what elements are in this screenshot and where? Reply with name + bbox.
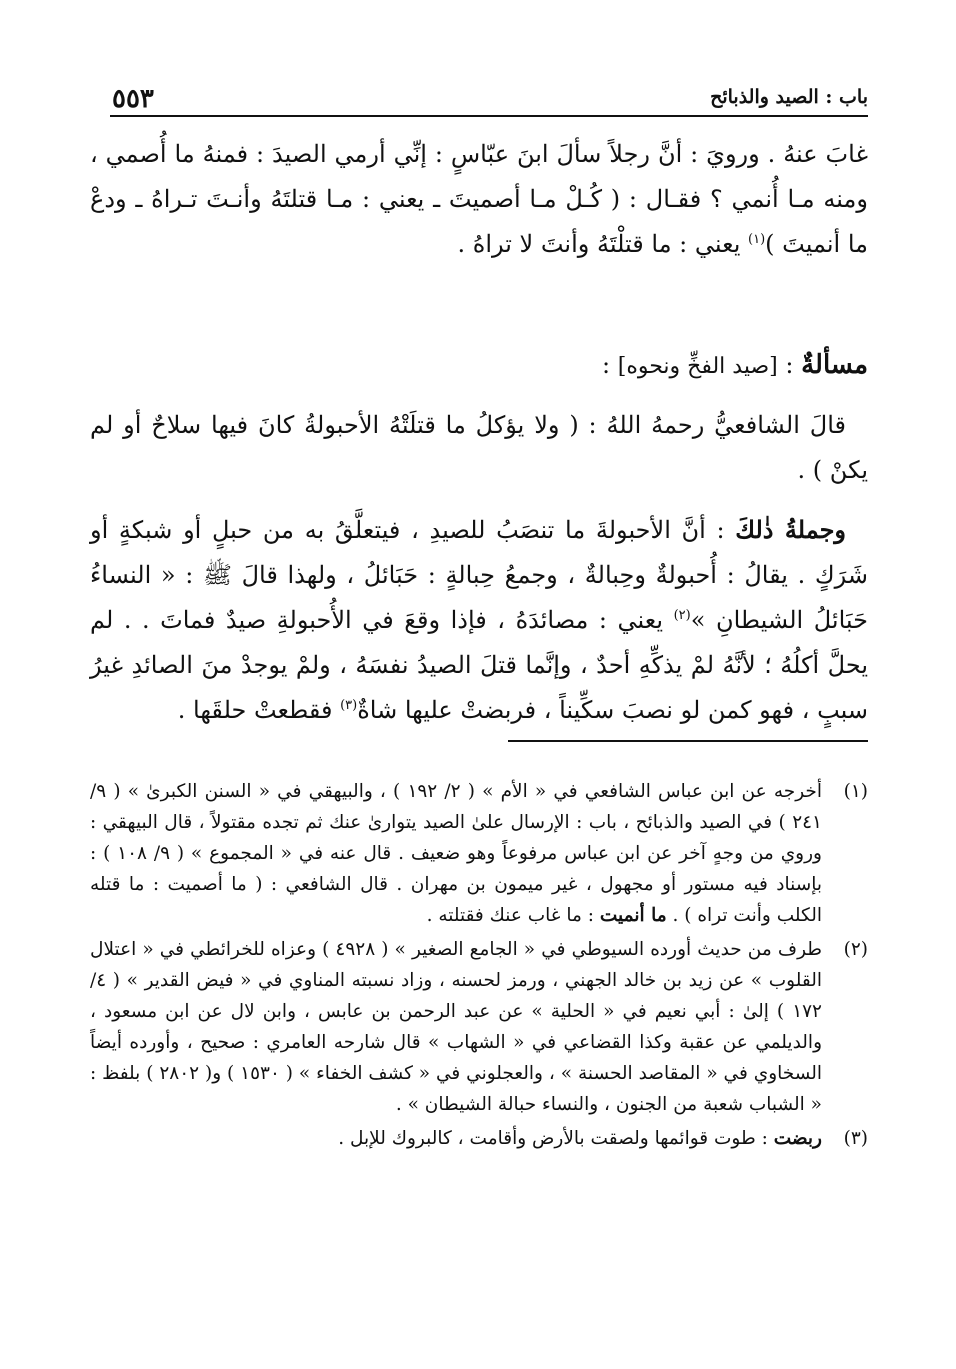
footnote-number: (١)	[843, 781, 868, 802]
shafii-quote: قالَ الشافعيُّ رحمهُ اللهُ : ( ولا يؤكلُ ما قتلَتْهُ الأحبولةُ كانَ فيها سلاحٌ أو لم يكنْ ) .	[90, 411, 868, 484]
footnote-bold-term: ما أنميت	[599, 905, 667, 926]
main-text	[90, 132, 868, 733]
paragraph-text: : أنَّ الأحبولةَ ما تنصَبُ للصيدِ ، فيتعلَّقُ به من حبلٍ أو شبكةٍ أو شَرَكٍ . يقالُ : أُحبولةٌ وحِبالةٌ ، وجمعُ حِبالةٍ : حَبَائلُ ، ولهذا قالَ ﷺ : « النساءُ حَبَائلُ الشيطانِ »	[90, 516, 868, 634]
paragraph-text: يعني : ما قتلْتَهُ وأنتَ لا تراهُ .	[457, 230, 749, 258]
footnote-2	[90, 934, 868, 1120]
running-title: باب : الصيد والذبائح	[710, 86, 868, 108]
footnote-text: طرف من حديث أورده السيوطي في « الجامع الصغير » ( ٤٩٢٨ ) وعزاه للخرائطي في « اعتلال القلوب » عن زيد بن خالد الجهني ، ورمز لحسنه ، وزاد نسبته المناوي في « فيض القدير » ( ٤/ ١٧٢ ) إلىٰ : أبي نعيم في « الحلية » عن عبد الرحمن بن عابس ، وابن لال عن ابن مسعود ، والديلمي عن عقبة وكذا القضاعي في « الشهاب » قال شارحه العامري : صحيح ، وأورده أيضاً السخاوي في « المقاصد الحسنة » ، والعجلوني في « كشف الخفاء » ( ١٥٣٠ ) و( ٢٨٠٢ ) بلفظ : « الشباب شعبة من الجنون ، والنساء حبالة الشيطان » .	[90, 939, 822, 1115]
paragraph-text: غابَ عنهُ . ورويَ : أنَّ رجلاً سألَ ابنَ عبّاسٍ : إنِّي أرمي الصيدَ : فمنهُ ما أُصمي ، ومنه مـا أُنمي ؟ فقـال : ( كُـلْ مـا أصميتَ ـ يعني : مـا قتلتَهُ وأنـتَ تـراهُ ـ ودعْ ما أنميتَ )	[90, 140, 869, 258]
paragraph-text: يعني : مصائدَهُ ، فإذا وقعَ في الأُحبولةِ صيدٌ فماتَ . . لم يحلَّ أكلُهُ ؛ لأنَّهُ لمْ يذكِّهِ أحدٌ ، وإنَّما قتلَ الصيدُ نفسَهُ ، ولمْ يوجدْ منَ الصائدِ غيرُ سببٍ ، فهو كمن لو نصبَ سكِّيناً ، فربضتْ عليها شاةٌ	[90, 606, 868, 724]
footnote-bold-term: ربضت	[773, 1128, 822, 1149]
footnote-text: : طوت قوائمها ولصقت بالأرض وأقامت ، كالبروك للإبل .	[338, 1128, 774, 1149]
footnote-number: (٣)	[843, 1128, 868, 1149]
footnote-text: أخرجه عن ابن عباس الشافعي في « الأم » ( ٢/ ١٩٢ ) ، والبيهقي في « السنن الكبرىٰ » ( ٩/ ٢٤١ ) في الصيد والذبائح ، باب : الإرسال علىٰ الصيد يتوارىٰ عنك ثم تجده مقتولاً ، قال البيهقي : وروي من وجهٍ آخر عن ابن عباس مرفوعاً وهو ضعيف . قال عنه في « المجموع » ( ٩/ ١٠٨ ) : بإسناد فيه مستور أو مجهول ، غير ميمون بن مهران . قال الشافعي : ( ما أصميت : ما قتله الكلب وأنت تراه ) .	[90, 781, 822, 926]
footnote-ref-3[interactable]: (٣)	[340, 698, 358, 713]
footnote-ref-2[interactable]: (٢)	[673, 608, 691, 623]
masala-label: مسألةٌ	[801, 350, 868, 380]
masala-separator: :	[777, 351, 802, 379]
paragraph-lead: وجملةُ ذٰلكَ	[735, 515, 846, 544]
paragraph-jumla	[90, 507, 868, 733]
footnotes	[90, 776, 868, 1157]
masala-heading	[90, 343, 868, 389]
page-header	[112, 84, 868, 124]
paragraph-text: فقطعتْ حلقَها .	[177, 696, 341, 724]
paragraph-ibn-abbas	[90, 132, 868, 267]
footnote-text: : ما غاب عنك فقتلته .	[426, 905, 600, 926]
footnote-1	[90, 776, 868, 931]
page-number: ٥٥٣	[112, 84, 154, 114]
masala-end: :	[602, 351, 618, 379]
masala-title: [صيد الفخِّ ونحوه]	[617, 354, 778, 379]
footnote-separator	[508, 740, 868, 742]
footnote-3	[90, 1123, 868, 1154]
header-rule	[110, 115, 868, 117]
footnote-ref-1[interactable]: (١)	[748, 232, 766, 247]
footnote-number: (٢)	[843, 939, 868, 960]
